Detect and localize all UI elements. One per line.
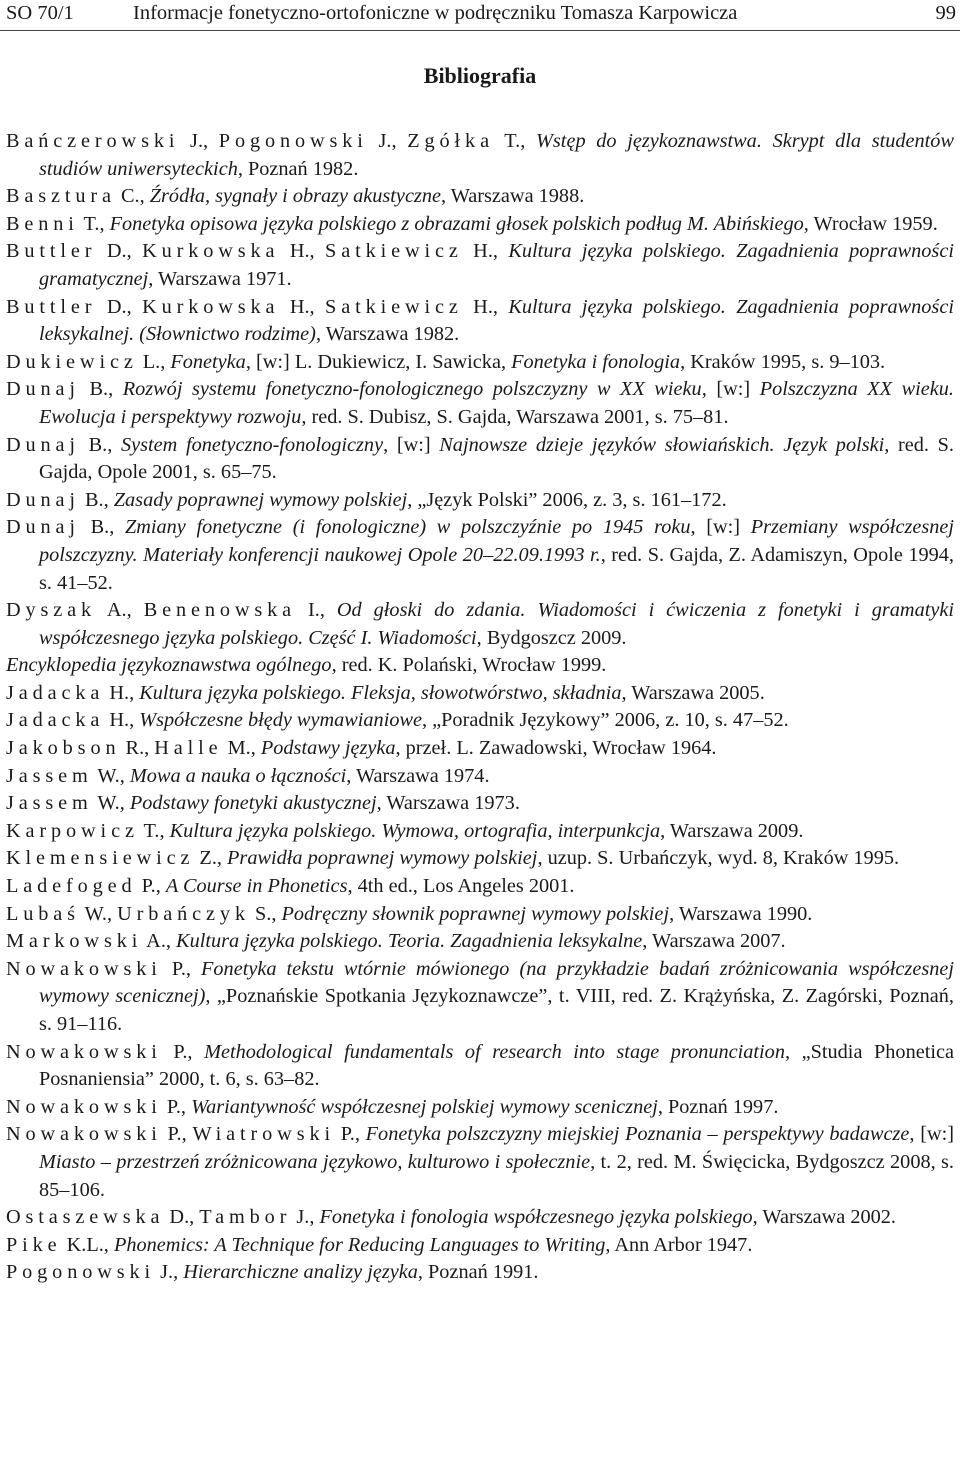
entry-text: H., [104,681,140,704]
bibliography-entry [6,845,954,873]
author-name: Klemensiewicz [6,847,195,870]
entry-text: , Warszawa 1990. [669,902,813,925]
entry-text: J., [179,130,219,152]
entry-text: , „Poradnik Językowy” 2006, z. 10, s. 47–52. [422,709,789,732]
author-name: Jadacka [6,681,105,704]
entry-text: , przeł. L. Zawadowski, Wrocław 1964. [395,737,717,760]
work-title: Fonetyka i fonologia współczesnego języka polskiego [319,1206,753,1229]
journal-issue: SO 70/1 [6,2,74,24]
author-name: Buttler [6,240,97,263]
entry-text: , t. 2, red. M. Święcicka, Bydgoszcz 2008, s. 85–106. [39,1150,954,1201]
entry-text: H., [104,709,140,732]
entry-text: , Warszawa 2009. [660,819,804,842]
work-title: Wstęp do językoznawstwa. Skrypt dla studentów studiów uniwersyteckich [39,130,954,180]
author-name: Dunaj [6,378,80,401]
entry-text: A., [96,599,144,622]
work-title: Zmiany fonetyczne (i fonologiczne) w polszczyźnie po 1945 roku [124,516,691,539]
work-title: Hierarchiczne analizy języka [183,1261,418,1284]
work-title: Mowa a nauka o łączności [129,764,347,787]
author-name: Tambor [199,1206,292,1229]
author-name: Nowakowski [6,957,162,980]
bibliography-entry [6,238,954,293]
author-name: Kurkowska [142,295,280,318]
entry-text: P., [161,1095,192,1118]
author-name: Kurkowska [142,240,280,263]
bibliography-entry [6,597,954,652]
author-name: Benenowska [143,599,297,622]
entry-text: D., [96,295,143,318]
entry-text: , Bydgoszcz 2009. [476,626,627,649]
entry-text: J., [155,1261,184,1284]
entry-text: D., [164,1206,200,1229]
page-number: 99 [935,2,956,24]
bibliography-entry [6,294,954,349]
entry-text: , Warszawa 2007. [642,930,786,953]
entry-text: B., [79,516,125,539]
work-title: Kultura języka polskiego. Teoria. Zagadnienia leksykalne [176,930,643,953]
author-name: Dunaj [6,516,80,539]
author-name: Satkiewicz [325,295,463,318]
author-name: Halle [154,737,223,760]
section-title: Bibliografia [423,63,537,88]
entry-text: D., [96,240,143,263]
work-title: Od głoski do zdania. Wiadomości i ćwiczenia z fonetyki i gramatyki współczesnego języka polskiego. Część I. Wiadomości [39,599,954,649]
work-title: Kultura języka polskiego. Zagadnienia poprawności leksykalnej. (Słownictwo rodzime) [39,295,954,346]
entry-text: , [w:] [701,378,760,401]
entry-text: H., [279,240,326,263]
entry-text: B., [79,433,121,456]
author-name: Satkiewicz [325,240,463,263]
entry-text: A., [142,930,177,953]
entry-text: L., [137,350,171,373]
entry-text: , „Studia Phonetica Posnaniensia” 2000, t. 6, s. 63–82. [39,1040,954,1091]
bibliography-entry [6,901,954,929]
entry-text: , „Język Polski” 2006, z. 3, s. 161–172. [407,488,727,511]
bibliography-entry [6,873,954,901]
work-title: Najnowsze dzieje języków słowiańskich. Język polski [439,433,885,456]
entry-text: , [w:] [383,433,440,456]
entry-text: , Warszawa 1973. [376,792,520,815]
bibliography-entry [6,183,954,211]
entry-text: M., [222,737,261,760]
work-title: Wariantywność współczesnej polskiej wymowy scenicznej [191,1095,658,1118]
author-name: Ladefoged [6,875,137,898]
bibliography-entry [6,652,954,680]
entry-text: W., [92,792,130,815]
entry-text: P., [161,1040,205,1063]
author-name: Karpowicz [6,819,139,842]
bibliography-entry [6,956,954,1039]
entry-text: W., [92,764,130,787]
work-title: Prawidła poprawnej wymowy polskiej [227,847,538,870]
author-name: Nowakowski [6,1123,162,1146]
entry-text: , Warszawa 1974. [346,764,490,787]
author-name: Dyszak [6,599,97,622]
entry-text: P., [334,1123,366,1146]
entry-text: P., [136,875,166,898]
bibliography-entry [6,707,954,735]
entry-text: P., [161,1123,193,1146]
entry-text: H., [462,240,509,263]
bibliography-entry [6,1121,954,1204]
bibliography-entry [6,211,954,239]
bibliography-entry [6,763,954,791]
bibliography-entry [6,432,954,487]
work-title: Encyklopedia językoznawstwa ogólnego [6,654,332,677]
author-name: Jadacka [6,709,105,732]
entry-text: H., [462,295,509,318]
bibliography-entry [6,487,954,515]
work-title: Fonetyka opisowa języka polskiego z obrazami głosek polskich podług M. Abińskiego [109,212,804,235]
author-name: Ostaszewska [6,1206,165,1229]
work-title: Podstawy języka [260,737,396,760]
bibliography-entry [6,1039,954,1094]
work-title: Fonetyka tekstu wtórnie mówionego (na przykładzie badań zróżnicowania współczesnej wymowy scenicznej) [39,957,954,1008]
entry-text: B., [79,378,123,401]
bibliography-entry [6,514,954,597]
entry-text: I., [296,599,337,622]
author-name: Buttler [6,295,97,318]
entry-text: K.L., [61,1233,114,1256]
entry-text: S., [249,902,282,925]
bibliography-entry [6,376,954,431]
author-name: Jassem [6,792,93,815]
bibliography-entry [6,818,954,846]
entry-text: , Poznań 1997. [657,1095,779,1118]
author-name: Basztura [6,185,116,208]
work-title: Miasto – przestrzeń zróżnicowana językowo, kulturowo i społecznie [39,1150,591,1173]
bibliography-entry [6,128,954,183]
author-name: Bańczerowski [6,130,180,152]
entry-text: H., [279,295,326,318]
entry-text: C., [115,185,150,208]
entry-text: , [w:] [909,1123,954,1146]
entry-text: , Warszawa 1988. [440,185,585,208]
work-title: Przemiany współczesnej polszczyzny. Materiały konferencji naukowej Opole 20–22.09.1993 r. [39,516,955,566]
entry-text: , Warszawa 2005. [621,681,765,704]
author-name: Lubaś [6,902,80,925]
entry-text: , „Poznańskie Spotkania Językoznawcze”, t. VIII, red. Z. Krążyńska, Z. Zagórski, Poznań, s. 91–116. [39,985,954,1035]
running-title: Informacje fonetyczno-ortofoniczne w podręczniku Tomasza Karpowicza [133,2,738,24]
entry-text: , red. S. Gajda, Z. Adamiszyn, Opole 1994, s. 41–52. [39,543,954,594]
author-name: Dukiewicz [6,350,138,373]
bibliography-entry [6,735,954,763]
entry-text: , Warszawa 2002. [752,1206,896,1229]
entry-text: , Kraków 1995, s. 9–103. [680,350,886,373]
work-title: Podręczny słownik poprawnej wymowy polskiej [281,902,670,925]
author-name: Nowakowski [6,1040,162,1063]
entry-text: T., [78,212,110,235]
entry-text: W., [79,902,118,925]
bibliography-entry [6,928,954,956]
work-title: A Course in Phonetics [165,875,348,898]
entry-text: , [w:] [690,516,751,539]
work-title: Kultura języka polskiego. Fleksja, słowotwórstwo, składnia [139,681,622,704]
author-name: Zgółka [407,130,494,152]
work-title: Fonetyka i fonologia [511,350,681,373]
entry-text: R., [120,737,155,760]
work-title: Fonetyka polszczyzny miejskiej Poznania – perspektywy badawcze [365,1123,910,1146]
entry-text: T., [138,819,170,842]
entry-text: , Ann Arbor 1947. [605,1233,753,1256]
work-title: Polszczyzna XX wieku. Ewolucja i perspektywy rozwoju [39,378,954,428]
bibliography-entry [6,1232,954,1260]
bibliography-entry [6,790,954,818]
work-title: Podstawy fonetyki akustycznej [129,792,377,815]
bibliography-entry [6,1094,954,1122]
entry-text: , red. S. Gajda, Opole 2001, s. 65–75. [39,433,954,484]
author-name: Jakobson [6,737,121,760]
entry-text: , Warszawa 1982. [315,323,460,346]
author-name: Dunaj [6,488,80,511]
entry-text: , Poznań 1982. [237,157,359,180]
bibliography-entry [6,680,954,708]
author-name: Markowski [6,930,143,953]
author-name: Wiatrowski [192,1123,335,1146]
author-name: Dunaj [6,433,80,456]
work-title: Kultura języka polskiego. Wymowa, ortografia, interpunkcja [169,819,661,842]
work-title: Źródła, sygnały i obrazy akustyczne [149,185,441,208]
entry-text: Z., [194,847,228,870]
author-name: Nowakowski [6,1095,162,1118]
author-name: Jassem [6,764,93,787]
entry-text: J., [367,130,408,152]
entry-text: , Warszawa 1971. [148,267,292,290]
work-title: Phonemics: A Technique for Reducing Languages to Writing [113,1233,606,1256]
work-title: Kultura języka polskiego. Zagadnienia poprawności gramatycznej [39,240,954,290]
entry-text: P., [161,957,202,980]
bibliography-entry [6,349,954,377]
bibliography-entry [6,1204,954,1232]
work-title: System fonetyczno-fonologiczny [120,433,384,456]
entry-text: B., [79,488,114,511]
author-name: Benni [6,212,79,235]
entry-text: T., [493,130,537,152]
work-title: Zasady poprawnej wymowy polskiej [113,488,408,511]
entry-text: , Wrocław 1959. [803,212,938,235]
bibliography-entry [6,1259,954,1287]
entry-text: J., [291,1206,320,1229]
entry-text: , [w:] L. Dukiewicz, I. Sawicka, [245,350,512,373]
entry-text: , red. K. Polański, Wrocław 1999. [331,654,607,677]
entry-text: , red. S. Dubisz, S. Gajda, Warszawa 2001, s. 75–81. [301,405,729,428]
work-title: Rozwój systemu fonetyczno-fonologicznego polszczyzny w XX wieku [122,378,702,401]
work-title: Methodological fundamentals of research into stage pronunciation [204,1040,785,1063]
author-name: Pogonowski [6,1261,156,1284]
work-title: Współczesne błędy wymawianiowe [139,709,422,732]
entry-text: , 4th ed., Los Angeles 2001. [347,875,575,898]
bibliography-list [6,128,954,1287]
entry-text: , Poznań 1991. [417,1261,539,1284]
work-title: Fonetyka [170,350,246,373]
author-name: Pogonowski [218,130,368,152]
entry-text: , uzup. S. Urbańczyk, wyd. 8, Kraków 1995. [537,847,900,870]
author-name: Urbańczyk [117,902,250,925]
running-header [0,0,960,31]
author-name: Pike [6,1233,62,1256]
